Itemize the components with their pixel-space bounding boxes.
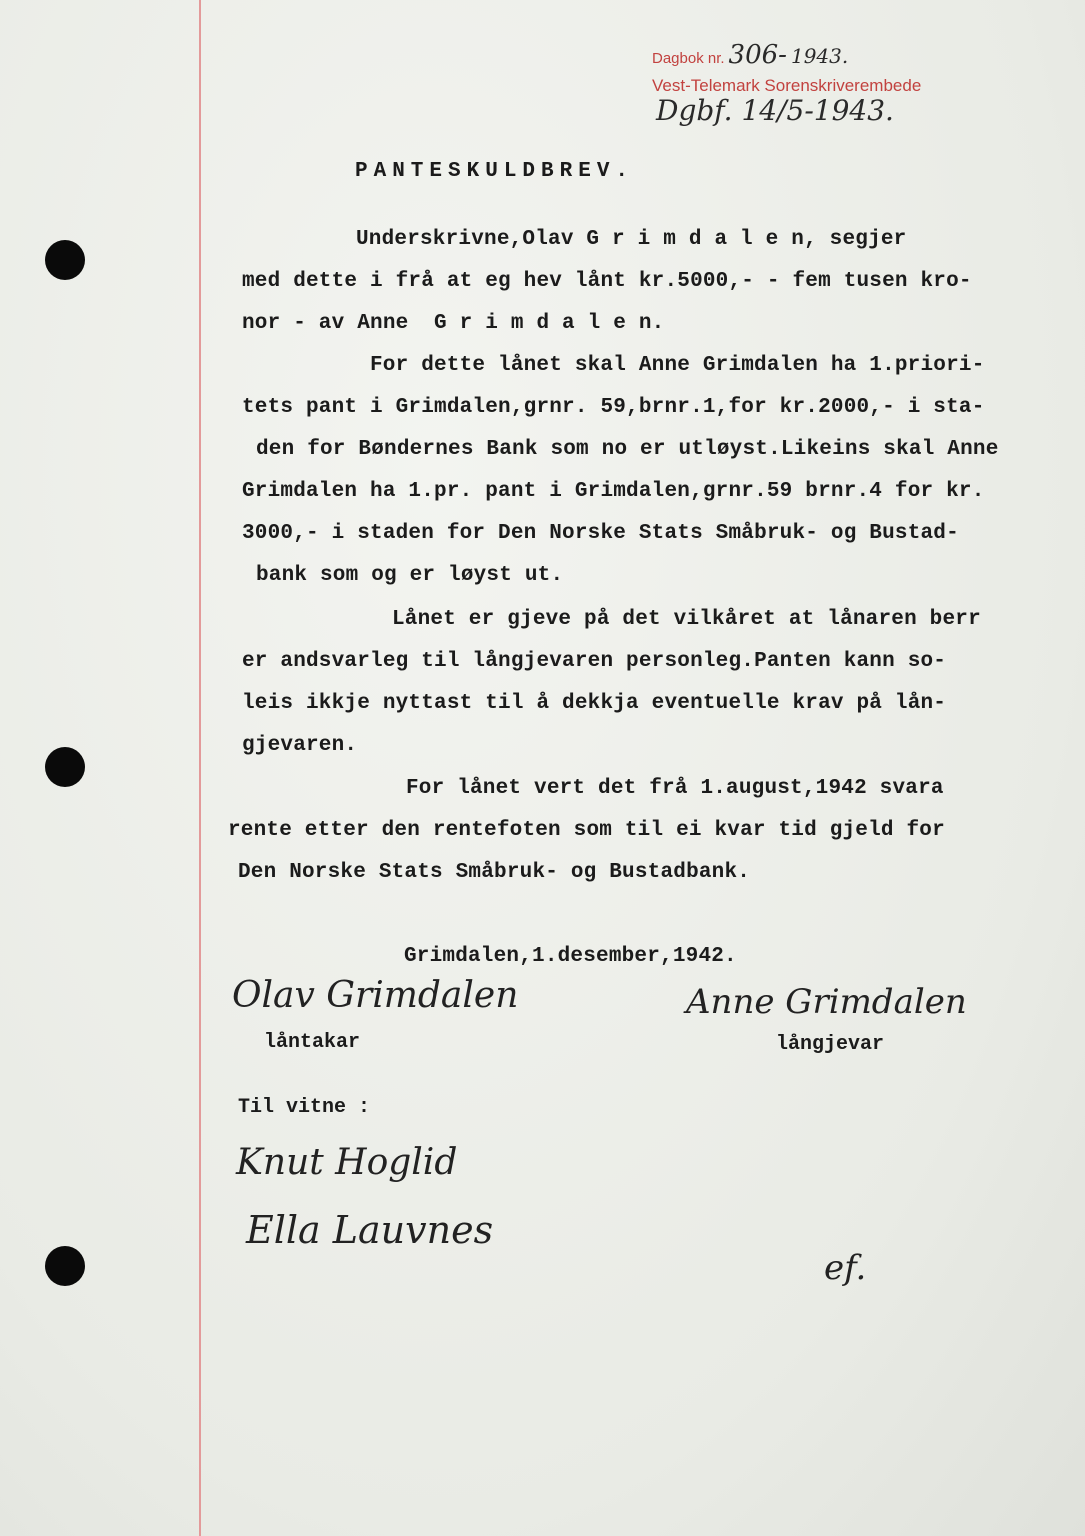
lender-signature: Anne Grimdalen <box>686 982 967 1022</box>
witness-signature-2: Ella Lauvnes <box>246 1208 494 1252</box>
dagbok-prefix: Dagbok nr. <box>652 50 725 67</box>
body-line: den for Bøndernes Bank som no er utløyst.Likeins skal Anne <box>256 438 999 461</box>
borrower-role: låntakar <box>264 1031 361 1054</box>
margin-line <box>199 0 201 1536</box>
body-line: rente etter den rentefoten som til ei kvar tid gjeld for <box>228 819 945 842</box>
body-line: Grimdalen ha 1.pr. pant i Grimdalen,grnr.59 brnr.4 for kr. <box>242 480 985 503</box>
body-line: med dette i frå at eg hev lånt kr.5000,- - fem tusen kro- <box>242 270 972 293</box>
body-line: For lånet vert det frå 1.august,1942 svara <box>406 777 944 800</box>
dagbok-number: 306- <box>728 40 787 70</box>
body-line: er andsvarleg til långjevaren personleg.Panten kann so- <box>242 650 947 673</box>
office-stamp: Vest-Telemark Sorenskriverembede <box>652 76 922 95</box>
body-line: Underskrivne,Olav G r i m d a l e n, segjer <box>356 228 907 251</box>
body-line: tets pant i Grimdalen,grnr. 59,brnr.1,for kr.2000,- i sta- <box>242 396 985 419</box>
body-line: bank som og er løyst ut. <box>256 564 564 587</box>
punch-hole-middle <box>45 747 85 787</box>
dagbok-stamp <box>652 40 848 70</box>
borrower-signature: Olav Grimdalen <box>232 975 519 1016</box>
dagbok-year: 1943. <box>790 44 849 68</box>
handwritten-registration-date: Dgbf. 14/5-1943. <box>656 94 894 127</box>
witness-heading: Til vitne : <box>238 1096 371 1119</box>
punch-hole-bottom <box>45 1246 85 1286</box>
body-line: Lånet er gjeve på det vilkåret at lånaren berr <box>392 608 981 631</box>
document-title: PANTESKULDBREV. <box>355 160 635 183</box>
witness-signature-1: Knut Hoglid <box>236 1142 458 1183</box>
body-line: gjevaren. <box>242 734 358 757</box>
punch-hole-top <box>45 240 85 280</box>
body-line: For dette lånet skal Anne Grimdalen ha 1.priori- <box>370 354 985 377</box>
place-date: Grimdalen,1.desember,1942. <box>404 945 737 968</box>
lender-role: långjevar <box>776 1033 885 1056</box>
body-line: 3000,- i staden for Den Norske Stats Småbruk- og Bustad- <box>242 522 959 545</box>
body-line: Den Norske Stats Småbruk- og Bustadbank. <box>238 861 751 884</box>
body-line: nor - av Anne G r i m d a l e n. <box>242 312 665 335</box>
body-line: leis ikkje nyttast til å dekkja eventuelle krav på lån- <box>242 692 947 715</box>
handwritten-initials: ef. <box>824 1248 867 1288</box>
